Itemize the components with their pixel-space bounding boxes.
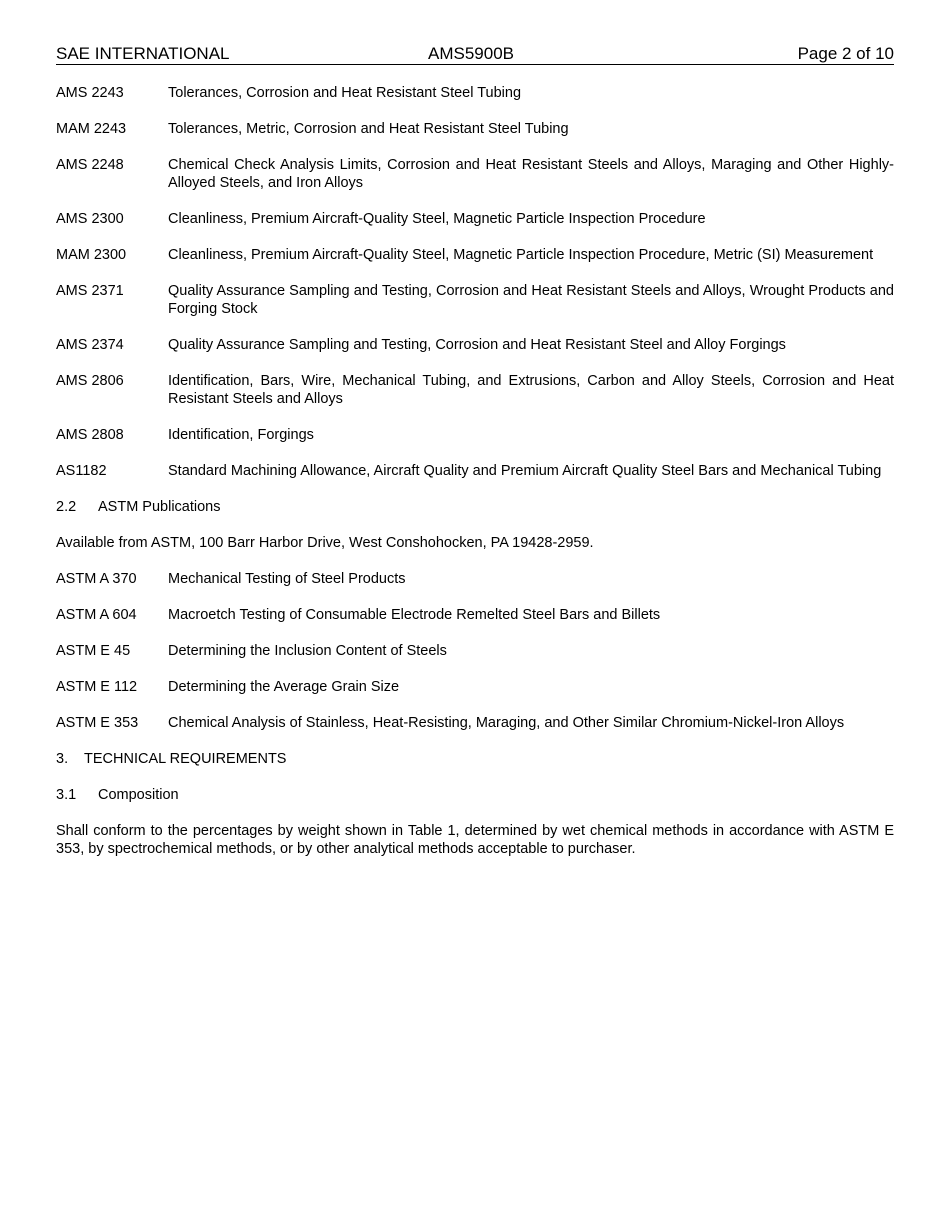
reference-entry [56, 210, 894, 228]
section-number: 3.1 [56, 787, 77, 803]
reference-code: AMS 2248 [56, 157, 124, 173]
reference-entry [56, 156, 894, 192]
reference-entry [56, 426, 894, 444]
reference-title: Tolerances, Corrosion and Heat Resistant Steel Tubing [168, 85, 522, 101]
reference-code: AMS 2806 [56, 373, 124, 389]
reference-title: Determining the Inclusion Content of Steels [168, 643, 447, 659]
reference-title: Cleanliness, Premium Aircraft-Quality Steel, Magnetic Particle Inspection Procedure [168, 211, 706, 227]
header-org: SAE INTERNATIONAL [56, 44, 230, 63]
reference-title: Identification, Forgings [168, 427, 314, 443]
reference-code: AMS 2300 [56, 211, 124, 227]
section-heading-2-2 [56, 498, 894, 516]
reference-title: Chemical Check Analysis Limits, Corrosion and Heat Resistant Steels and Alloys, Maraging and Other Highly-Alloyed Steels, and Iron Alloys [168, 157, 894, 191]
page-header [56, 43, 894, 65]
reference-entry [56, 642, 894, 660]
reference-title: Determining the Average Grain Size [168, 679, 400, 695]
reference-code: AMS 2374 [56, 337, 124, 353]
reference-entry [56, 606, 894, 624]
section-title: Composition [98, 787, 179, 803]
reference-code: ASTM A 370 [56, 571, 137, 587]
reference-entry [56, 336, 894, 354]
reference-code: MAM 2300 [56, 247, 127, 263]
reference-code: MAM 2243 [56, 121, 127, 137]
section-title: ASTM Publications [98, 499, 221, 515]
document-body [56, 84, 894, 876]
reference-title: Identification, Bars, Wire, Mechanical Tubing, and Extrusions, Carbon and Alloy Steels, Corrosion and Heat Resistant Steels and Alloys [168, 373, 894, 407]
reference-title: Quality Assurance Sampling and Testing, Corrosion and Heat Resistant Steels and Alloys, Wrought Products and Forging Stock [168, 283, 894, 317]
reference-code: ASTM E 112 [56, 679, 138, 695]
reference-entry [56, 714, 894, 732]
section-title: TECHNICAL REQUIREMENTS [84, 751, 287, 767]
reference-entry [56, 462, 894, 480]
reference-entry [56, 372, 894, 408]
section-number: 2.2 [56, 499, 77, 515]
reference-code: AMS 2808 [56, 427, 124, 443]
reference-title: Tolerances, Metric, Corrosion and Heat Resistant Steel Tubing [168, 121, 569, 137]
reference-code: AMS 2371 [56, 283, 124, 299]
reference-title: Standard Machining Allowance, Aircraft Quality and Premium Aircraft Quality Steel Bars and Mechanical Tubing [168, 463, 882, 479]
reference-entry [56, 678, 894, 696]
reference-entry [56, 84, 894, 102]
reference-entry [56, 282, 894, 318]
reference-code: ASTM E 353 [56, 715, 139, 731]
section-number: 3. [56, 751, 69, 767]
reference-entry [56, 246, 894, 264]
reference-code: ASTM A 604 [56, 607, 137, 623]
header-doc-id: AMS5900B [428, 44, 514, 63]
reference-code: ASTM E 45 [56, 643, 131, 659]
header-page-number: Page 2 of 10 [797, 44, 894, 63]
astm-availability-text: Available from ASTM, 100 Barr Harbor Drive, West Conshohocken, PA 19428-2959. [56, 535, 594, 551]
reference-code: AMS 2243 [56, 85, 124, 101]
composition-text: Shall conform to the percentages by weight shown in Table 1, determined by wet chemical methods in accordance with ASTM E 353, by spectrochemical methods, or by other analytical methods acceptable to purchaser. [56, 823, 894, 857]
reference-entry [56, 120, 894, 138]
reference-title: Quality Assurance Sampling and Testing, Corrosion and Heat Resistant Steel and Alloy Forgings [168, 337, 786, 353]
reference-entry [56, 570, 894, 588]
reference-title: Mechanical Testing of Steel Products [168, 571, 406, 587]
reference-title: Chemical Analysis of Stainless, Heat-Resisting, Maraging, and Other Similar Chromium-Nickel-Iron Alloys [168, 715, 845, 731]
reference-code: AS1182 [56, 463, 107, 479]
section-heading-3 [56, 750, 894, 768]
section-heading-3-1 [56, 786, 894, 804]
reference-title: Cleanliness, Premium Aircraft-Quality Steel, Magnetic Particle Inspection Procedure, Metric (SI) Measurement [168, 247, 874, 263]
reference-title: Macroetch Testing of Consumable Electrode Remelted Steel Bars and Billets [168, 607, 661, 623]
